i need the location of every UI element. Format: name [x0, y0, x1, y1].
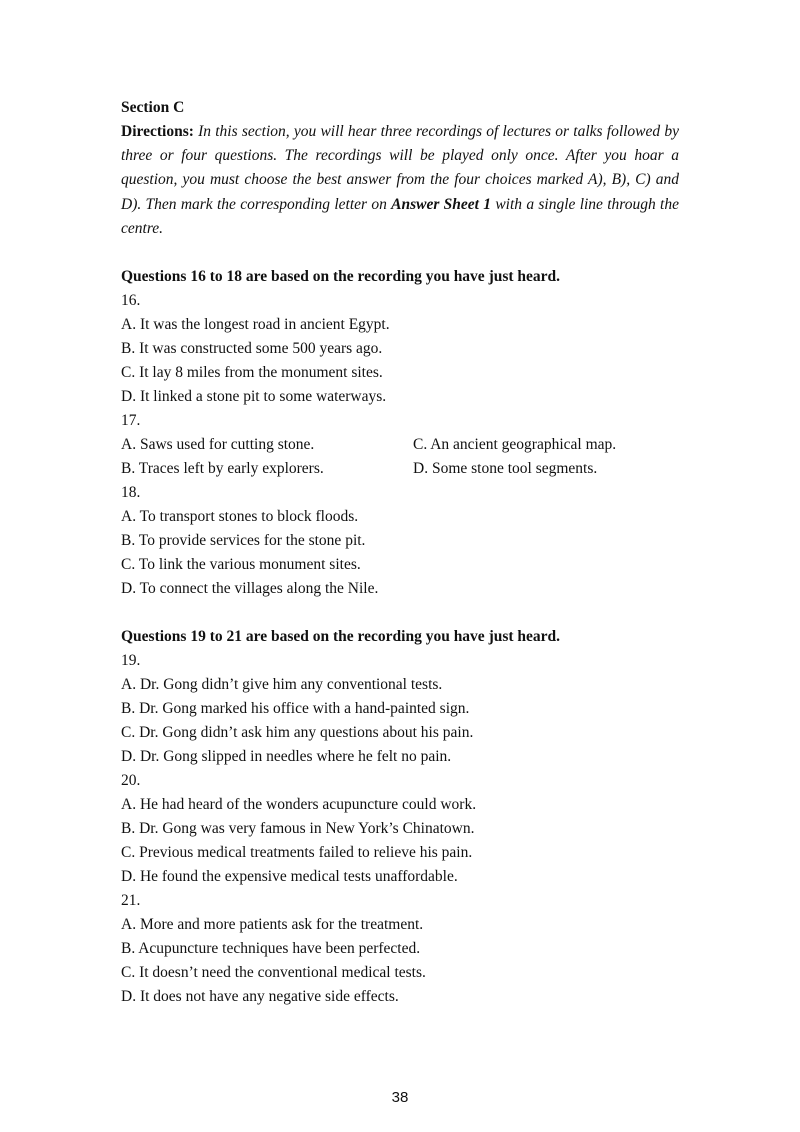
option-18-c: C. To link the various monument sites.	[121, 556, 361, 574]
option-16-b: B. It was constructed some 500 years ago.	[121, 340, 383, 358]
option-17-c: C. An ancient geographical map.	[413, 436, 617, 454]
directions-label: Directions:	[121, 123, 194, 140]
option-20-d: D. He found the expensive medical tests unaffordable.	[121, 868, 458, 886]
option-21-d: D. It does not have any negative side effects.	[121, 988, 399, 1006]
option-19-a: A. Dr. Gong didn’t give him any conventional tests.	[121, 676, 443, 694]
option-19-b: B. Dr. Gong marked his office with a hand-painted sign.	[121, 700, 470, 718]
options-row-17-bd	[121, 457, 679, 481]
page-number: 38	[391, 1089, 409, 1106]
option-17-a: A. Saws used for cutting stone.	[121, 436, 315, 454]
option-16-c: C. It lay 8 miles from the monument sites.	[121, 364, 383, 382]
directions-text: In this section, you will hear three recordings of lectures or talks followed by three or four questions. The recordings will be played only once. After you hoar a question, you must choose the best answer from the four choices marked A), B), C) and D). Then mark the corresponding letter on	[121, 123, 679, 213]
option-19-c: C. Dr. Gong didn’t ask him any questions about his pain.	[121, 724, 474, 742]
option-21-c: C. It doesn’t need the conventional medical tests.	[121, 964, 426, 982]
question-number-18: 18.	[121, 484, 141, 502]
option-18-b: B. To provide services for the stone pit.	[121, 532, 366, 550]
question-number-17: 17.	[121, 412, 141, 430]
option-20-c: C. Previous medical treatments failed to relieve his pain.	[121, 844, 473, 862]
section-heading: Section C	[121, 99, 185, 116]
question-number-19: 19.	[121, 652, 141, 670]
exam-page	[121, 96, 679, 1009]
options-row-17-ac	[121, 433, 679, 457]
directions	[121, 120, 679, 241]
answer-sheet-emphasis: Answer Sheet 1	[391, 195, 492, 213]
question-number-16: 16.	[121, 292, 141, 310]
option-20-a: A. He had heard of the wonders acupuncture could work.	[121, 796, 477, 814]
directions-text-end: with a single line through the centre.	[121, 195, 679, 237]
group-title-16-18: Questions 16 to 18 are based on the recording you have just heard.	[121, 268, 561, 286]
option-21-b: B. Acupuncture techniques have been perfected.	[121, 940, 421, 958]
option-18-a: A. To transport stones to block floods.	[121, 508, 359, 526]
question-number-21: 21.	[121, 892, 141, 910]
question-number-20: 20.	[121, 772, 141, 790]
option-18-d: D. To connect the villages along the Nile.	[121, 580, 379, 598]
option-19-d: D. Dr. Gong slipped in needles where he felt no pain.	[121, 748, 452, 766]
option-17-b: B. Traces left by early explorers.	[121, 460, 324, 478]
option-17-d: D. Some stone tool segments.	[413, 460, 598, 478]
option-16-a: A. It was the longest road in ancient Egypt.	[121, 316, 390, 334]
option-16-d: D. It linked a stone pit to some waterways.	[121, 388, 387, 406]
option-20-b: B. Dr. Gong was very famous in New York’s Chinatown.	[121, 820, 475, 838]
option-21-a: A. More and more patients ask for the treatment.	[121, 916, 424, 934]
group-title-19-21: Questions 19 to 21 are based on the recording you have just heard.	[121, 628, 561, 646]
